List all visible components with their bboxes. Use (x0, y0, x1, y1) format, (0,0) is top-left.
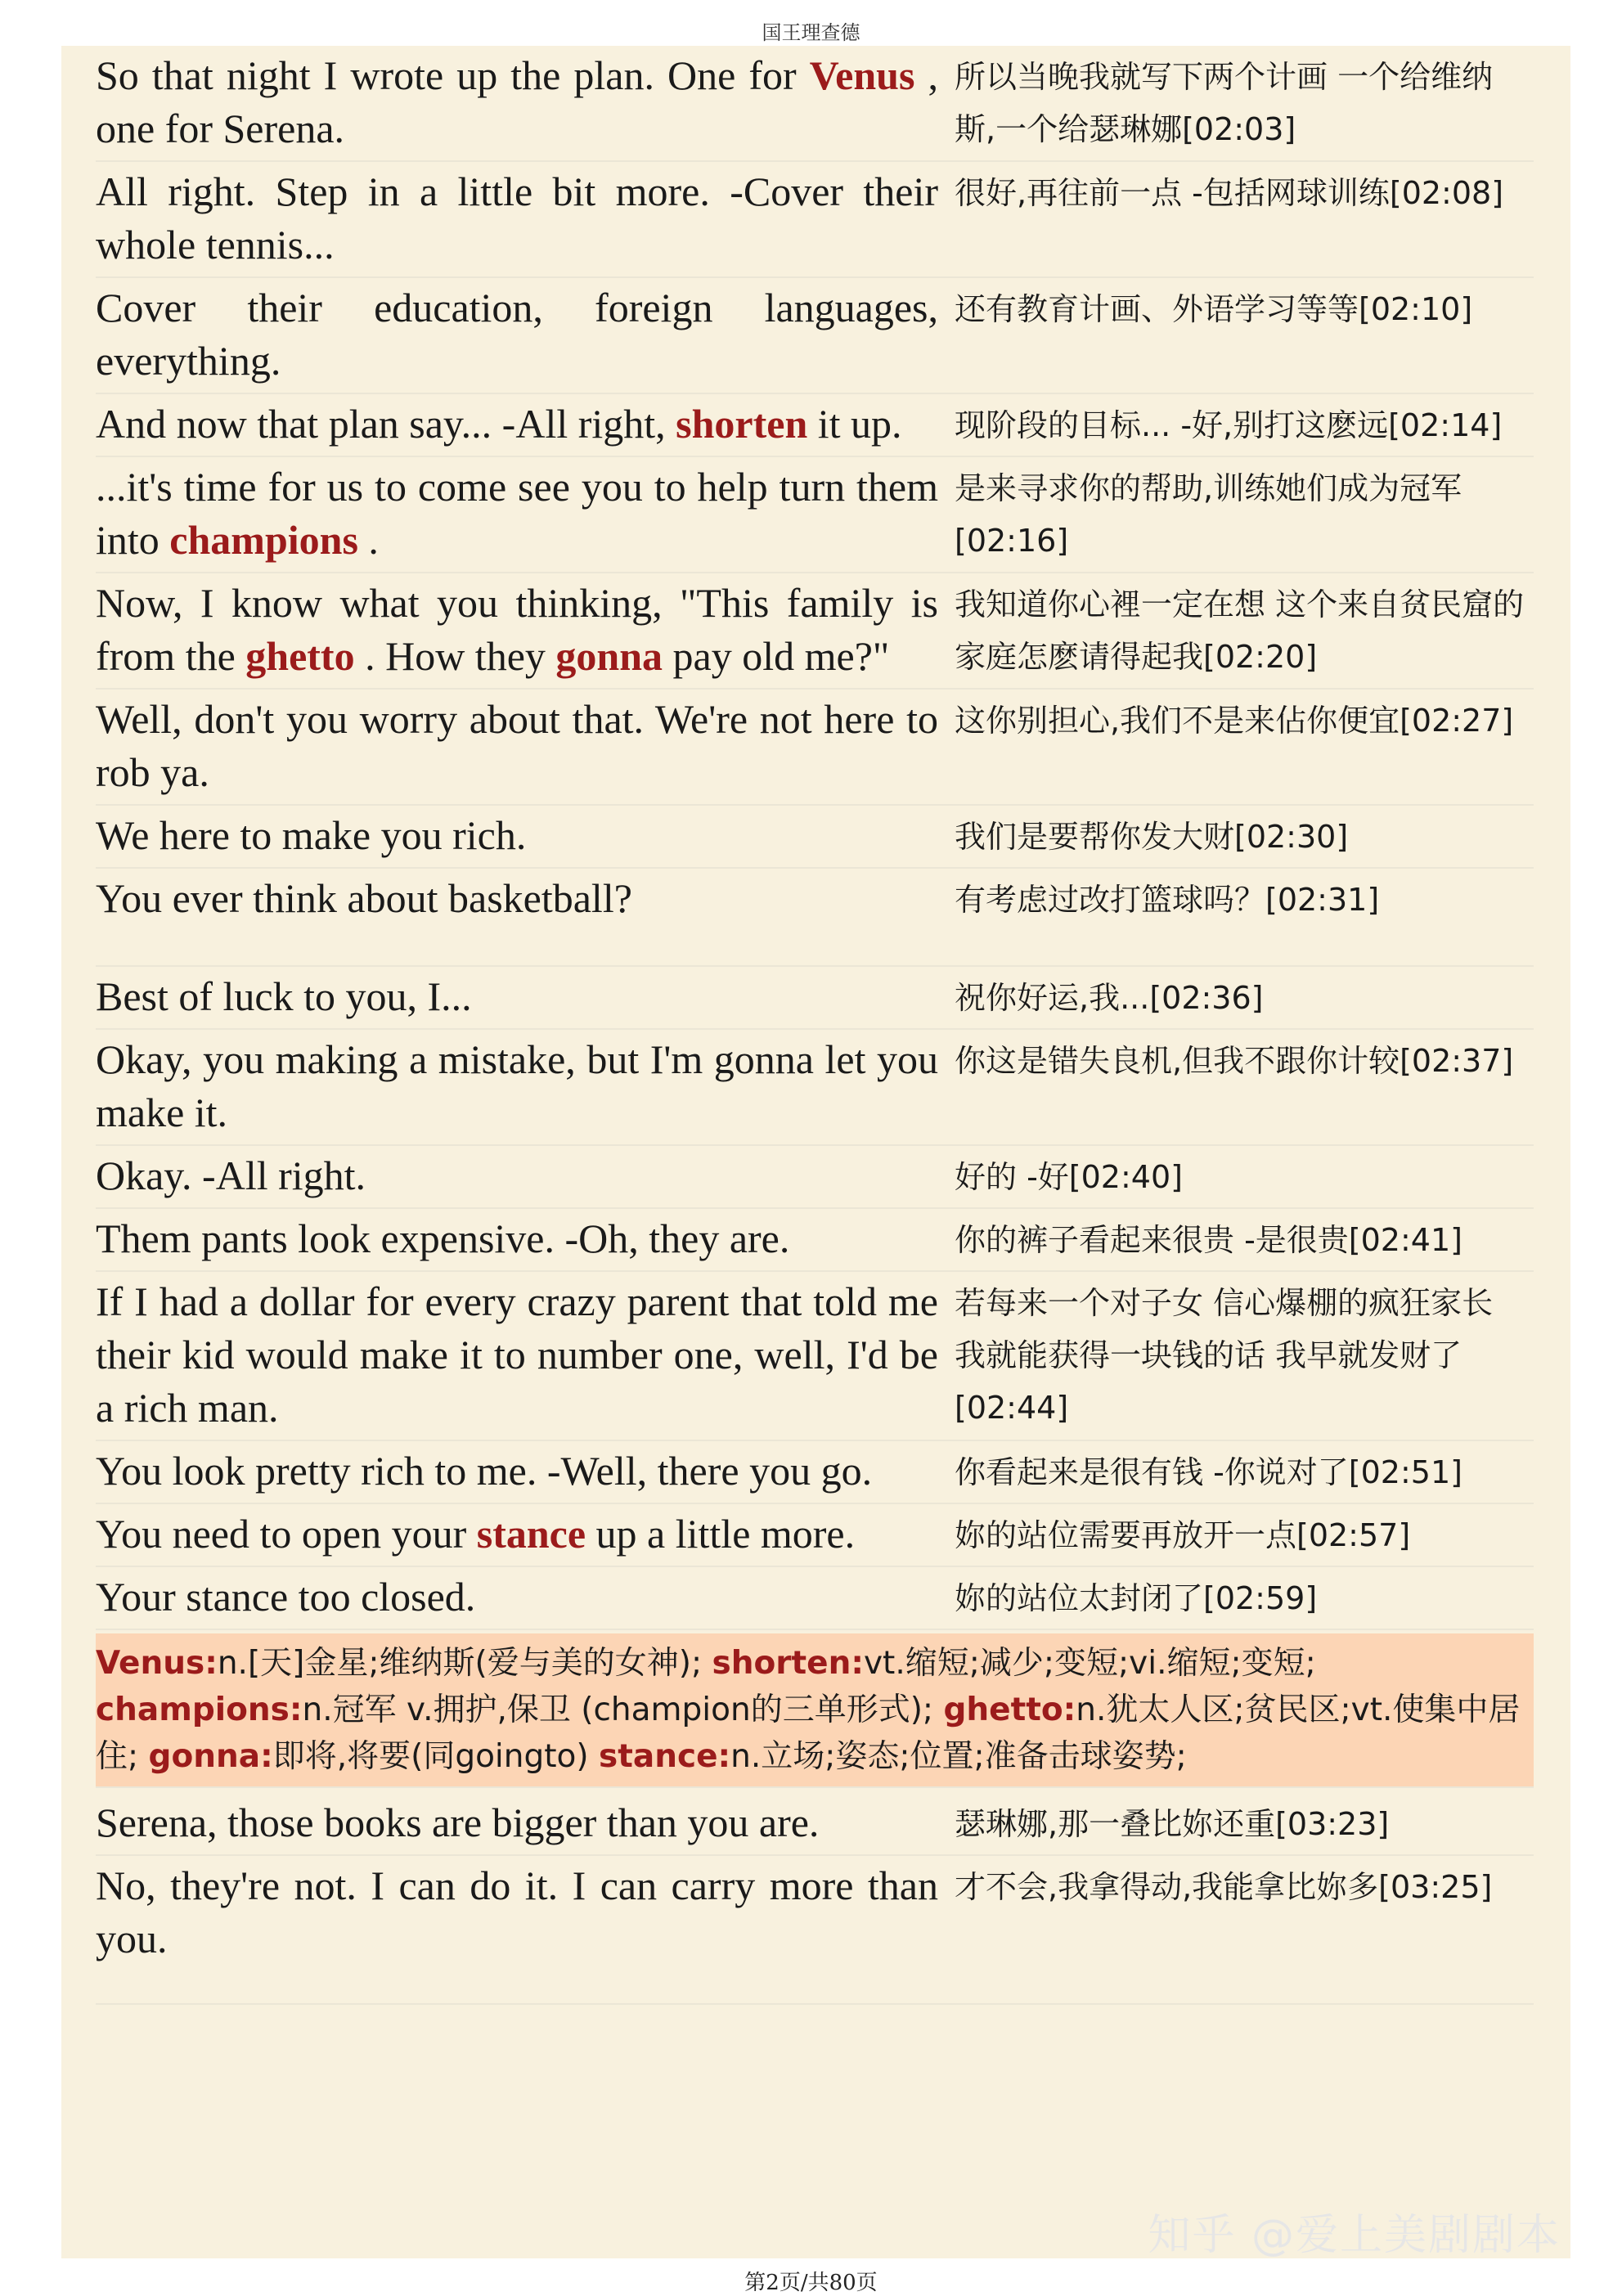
english-text: All right. Step in a little bit more. -Cover their whole tennis... (96, 168, 938, 267)
english-text: If I had a dollar for every crazy parent that told me their kid would make it to number one, well, I'd be a rich man. (96, 1278, 938, 1431)
subtitle-row (96, 806, 1534, 869)
chinese-translation: 妳的站位需要再放开一点[02:57] (955, 1517, 1411, 1553)
english-line (96, 1504, 955, 1566)
english-text: Well, don't you worry about that. We're not here to rob ya. (96, 696, 938, 795)
english-line (96, 1793, 955, 1854)
vocab-definition: n.[天]金星;维纳斯(爱与美的女神); (217, 1645, 712, 1682)
chinese-translation: 很好,再往前一点 -包括网球训练[02:08] (955, 175, 1504, 211)
subtitle-row (96, 457, 1534, 573)
subtitle-row (96, 1146, 1534, 1209)
keyword: ghetto (245, 633, 355, 679)
subtitle-row (96, 869, 1534, 967)
english-text: . (357, 517, 379, 563)
vocab-definition: n.犹太人区;贫民区;vt.使集中居住; (96, 1692, 1521, 1775)
english-line (96, 1856, 955, 2003)
vocab-term: Venus: (96, 1645, 218, 1682)
vocab-term: shorten: (712, 1645, 864, 1682)
keyword: shorten (676, 401, 808, 447)
english-line (96, 162, 955, 276)
english-line (96, 1272, 955, 1440)
vocab-definition: n.立场;姿态;位置;准备击球姿势; (730, 1738, 1187, 1775)
subtitle-row (96, 1030, 1534, 1146)
chinese-translation: 瑟琳娜,那一叠比妳还重[03:23] (955, 1806, 1390, 1842)
subtitle-row (96, 1856, 1534, 2005)
chinese-translation: 是来寻求你的帮助,训练她们成为冠军[02:16] (955, 470, 1462, 559)
chinese-translation: 你的裤子看起来很贵 -是很贵[02:41] (955, 1222, 1462, 1258)
english-text: Cover their education, foreign languages, everything. (96, 285, 938, 384)
english-text: up a little more. (586, 1511, 856, 1557)
chinese-translation: 你这是错失良机,但我不跟你计较[02:37] (955, 1043, 1514, 1079)
chinese-translation: 祝你好运,我...[02:36] (955, 980, 1264, 1016)
page-number: 第2页/共80页 (744, 2271, 878, 2295)
english-text: We here to make you rich. (96, 812, 527, 858)
chinese-translation: 这你别担心,我们不是来佔你便宜[02:27] (955, 703, 1514, 739)
keyword: gonna (555, 633, 663, 679)
vocab-definition: 即将,将要(同goingto) (272, 1738, 600, 1775)
english-line (96, 869, 955, 965)
english-line (96, 1146, 955, 1207)
subtitle-row (96, 278, 1534, 394)
vocabulary-box (96, 1633, 1534, 1788)
english-text: And now that plan say... -All right, (96, 401, 676, 447)
chinese-translation: 才不会,我拿得动,我能拿比妳多[03:25] (955, 1869, 1493, 1905)
subtitle-row (96, 1441, 1534, 1504)
watermark: 知乎 @爱上美剧剧本 (1148, 2211, 1561, 2260)
subtitle-row (96, 46, 1534, 162)
english-line (96, 1209, 955, 1270)
english-text: You need to open your (96, 1511, 477, 1557)
english-text: Serena, those books are bigger than you are. (96, 1800, 820, 1845)
english-text: Them pants look expensive. -Oh, they are. (96, 1215, 790, 1261)
subtitle-list (96, 46, 1534, 2005)
english-text: . How they (354, 633, 556, 679)
chinese-translation: 你看起来是很有钱 -你说对了[02:51] (955, 1454, 1462, 1490)
english-line (96, 1030, 955, 1144)
subtitle-row (96, 162, 1534, 278)
english-text: it up. (807, 401, 902, 447)
chinese-translation: 我们是要帮你发大财[02:30] (955, 819, 1349, 855)
subtitle-row (96, 1504, 1534, 1567)
document-page (61, 46, 1570, 2258)
english-text: pay old me?" (663, 633, 890, 679)
english-text: So that night I wrote up the plan. One for (96, 52, 810, 98)
english-text: Okay. -All right. (96, 1152, 366, 1198)
english-text: Best of luck to you, I... (96, 973, 472, 1019)
subtitle-row (96, 1567, 1534, 1630)
english-line (96, 278, 955, 393)
chinese-translation: 妳的站位太封闭了[02:59] (955, 1580, 1318, 1616)
vocab-term: stance: (599, 1738, 731, 1775)
keyword: Venus (809, 52, 915, 98)
english-line (96, 967, 955, 1028)
chinese-translation: 好的 -好[02:40] (955, 1159, 1183, 1195)
english-text: , one for Serena. (96, 52, 938, 151)
english-text: No, they're not. I can do it. I can carry more than you. (96, 1862, 938, 1961)
keyword: champions (169, 517, 358, 563)
chinese-translation: 现阶段的目标... -好,别打这麽远[02:14] (955, 407, 1503, 443)
subtitle-row (96, 1209, 1534, 1272)
vocab-definition: vt.缩短;减少;变短;vi.缩短;变短; (863, 1645, 1316, 1682)
subtitle-row (96, 573, 1534, 690)
vocab-term: champions: (96, 1692, 303, 1728)
subtitle-row (96, 394, 1534, 457)
english-text: Okay, you making a mistake, but I'm gonna let you make it. (96, 1036, 938, 1135)
english-line (96, 394, 955, 456)
chinese-translation: 有考虑过改打篮球吗？[02:31] (955, 882, 1380, 918)
subtitle-row (96, 1272, 1534, 1441)
subtitle-row (96, 1793, 1534, 1856)
english-text: Now, I know what you thinking, "This family is from the (96, 580, 938, 679)
english-line (96, 690, 955, 804)
english-line (96, 1567, 955, 1629)
vocab-definition: n.冠军 v.拥护,保卫 (champion的三单形式); (302, 1692, 944, 1728)
english-text: Your stance too closed. (96, 1574, 476, 1620)
chinese-translation: 若每来一个对子女 信心爆棚的疯狂家长 我就能获得一块钱的话 我早就发财了[02:44] (955, 1285, 1494, 1426)
english-text: ...it's time for us to come see you to help turn them into (96, 464, 938, 563)
chinese-translation: 还有教育计画、外语学习等等[02:10] (955, 291, 1473, 327)
english-text: You ever think about basketball? (96, 875, 632, 921)
vocab-term: gonna: (148, 1738, 273, 1775)
keyword: stance (476, 1511, 586, 1557)
chinese-translation: 所以当晚我就写下两个计画 一个给维纳斯,一个给瑟琳娜[02:03] (955, 59, 1494, 147)
subtitle-row (96, 967, 1534, 1030)
english-text: You look pretty rich to me. -Well, there you go. (96, 1448, 873, 1494)
english-line (96, 457, 955, 572)
chinese-translation: 我知道你心裡一定在想 这个来自贫民窟的家庭怎麽请得起我[02:20] (955, 586, 1525, 675)
vocab-term: ghetto: (943, 1692, 1076, 1728)
english-line (96, 573, 955, 688)
subtitle-row (96, 690, 1534, 806)
english-line (96, 806, 955, 867)
english-line (96, 46, 955, 160)
page-header: 国王理查德 (762, 21, 860, 44)
english-line (96, 1441, 955, 1503)
